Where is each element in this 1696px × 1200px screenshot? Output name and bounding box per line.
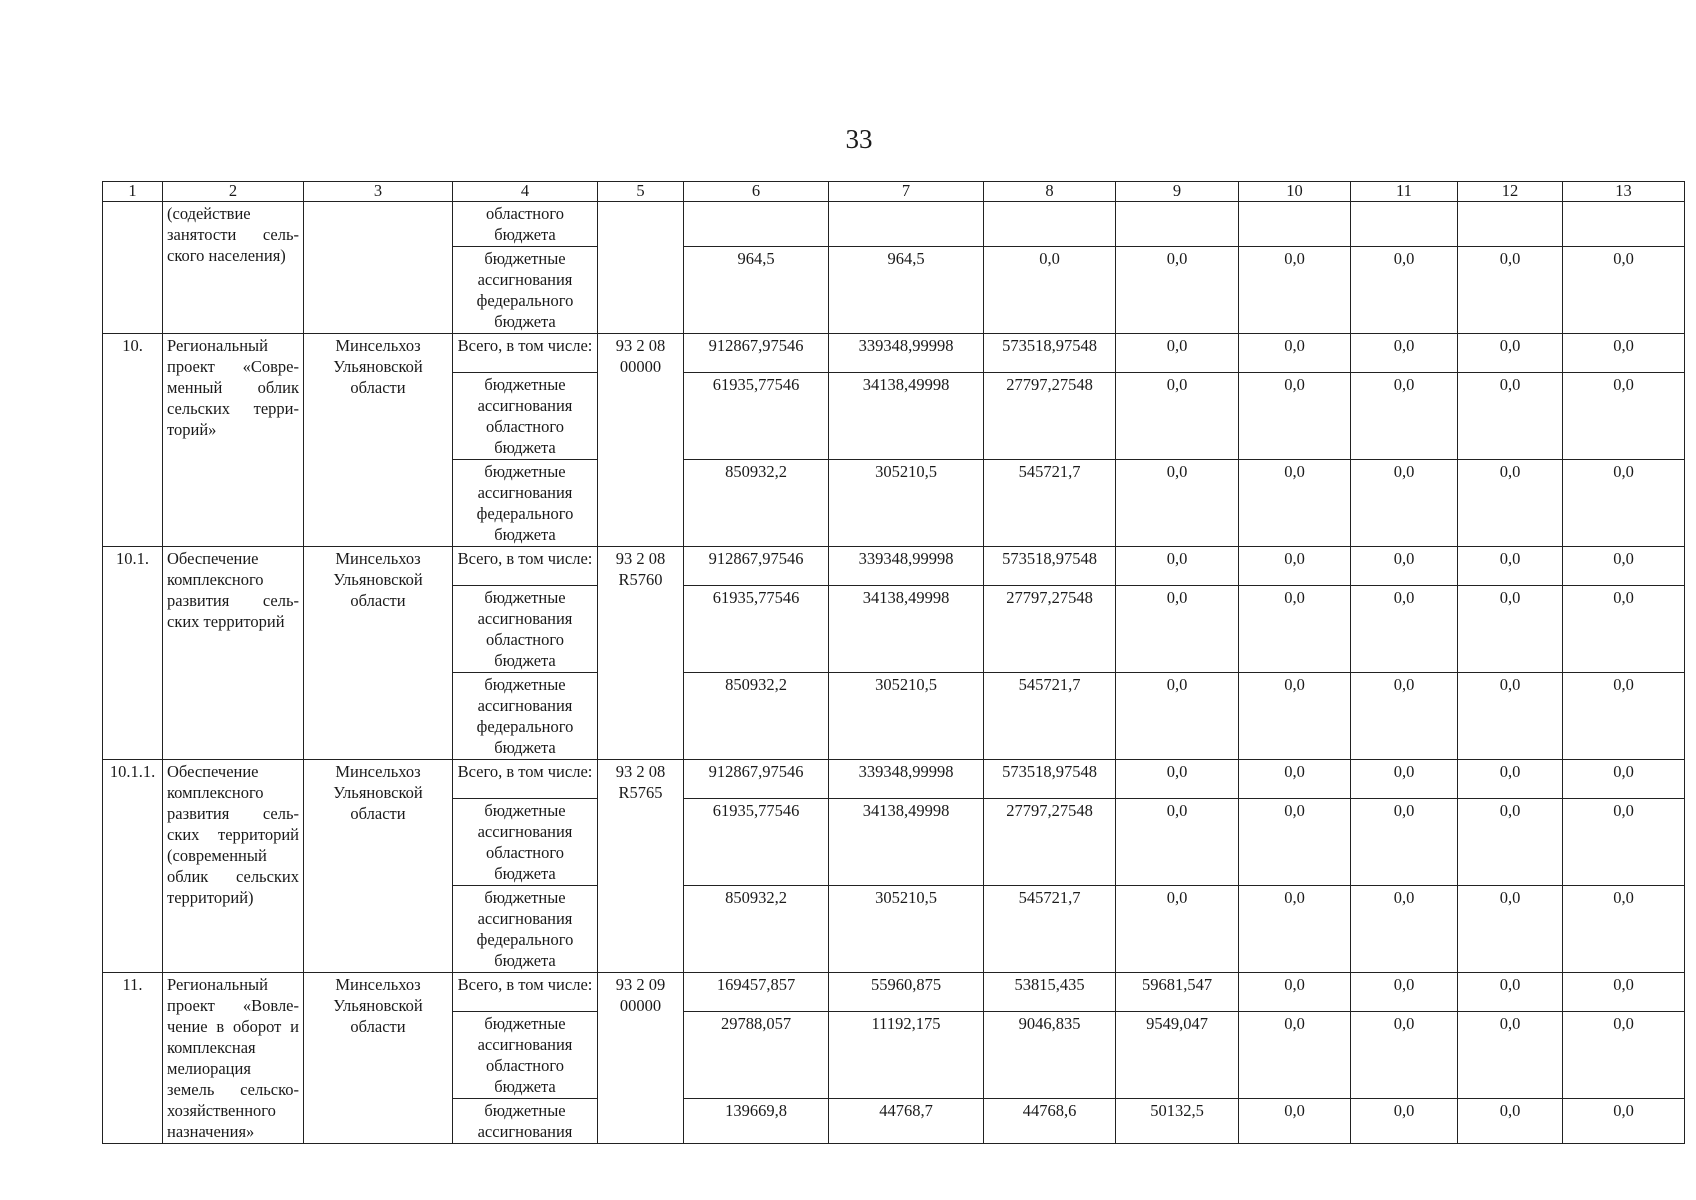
- value-cell-col-13: 0,0: [1563, 760, 1685, 799]
- value-cell-col-7: 34138,49998: [829, 799, 984, 886]
- budget-code: [598, 202, 684, 334]
- column-header-1: 1: [103, 182, 163, 202]
- value-cell-col-13: 0,0: [1563, 1012, 1685, 1099]
- value-cell-col-10: 0,0: [1239, 247, 1351, 334]
- table-row: [103, 202, 1685, 247]
- table-row: [103, 973, 1685, 1012]
- value-cell-col-7: 34138,49998: [829, 373, 984, 460]
- value-cell-col-8: 573518,97548: [984, 760, 1116, 799]
- value-cell-col-6: 29788,057: [684, 1012, 829, 1099]
- value-cell-col-7: 55960,875: [829, 973, 984, 1012]
- value-cell-col-11: [1351, 202, 1458, 247]
- value-cell-col-12: 0,0: [1458, 586, 1563, 673]
- value-cell-col-12: 0,0: [1458, 247, 1563, 334]
- column-header-4: 4: [453, 182, 598, 202]
- value-cell-col-9: 0,0: [1116, 547, 1239, 586]
- value-cell-col-7: 339348,99998: [829, 547, 984, 586]
- value-cell-col-9: 50132,5: [1116, 1099, 1239, 1144]
- value-cell-col-9: 0,0: [1116, 760, 1239, 799]
- column-header-10: 10: [1239, 182, 1351, 202]
- funding-source: областного бюджета: [453, 202, 598, 247]
- value-cell-col-12: 0,0: [1458, 673, 1563, 760]
- value-cell-col-11: 0,0: [1351, 973, 1458, 1012]
- table-row: [103, 547, 1685, 586]
- budget-table: [102, 181, 1685, 1144]
- column-header-3: 3: [304, 182, 453, 202]
- value-cell-col-13: 0,0: [1563, 673, 1685, 760]
- value-cell-col-9: 0,0: [1116, 460, 1239, 547]
- value-cell-col-10: 0,0: [1239, 460, 1351, 547]
- value-cell-col-10: 0,0: [1239, 547, 1351, 586]
- responsible-executor: Минсельхоз Ульяновской области: [304, 547, 453, 760]
- value-cell-col-10: 0,0: [1239, 586, 1351, 673]
- value-cell-col-12: 0,0: [1458, 334, 1563, 373]
- funding-source: бюджетные ассигнования федерального бюджета: [453, 886, 598, 973]
- value-cell-col-7: [829, 202, 984, 247]
- value-cell-col-6: 169457,857: [684, 973, 829, 1012]
- value-cell-col-11: 0,0: [1351, 799, 1458, 886]
- value-cell-col-11: 0,0: [1351, 1099, 1458, 1144]
- value-cell-col-9: 0,0: [1116, 886, 1239, 973]
- value-cell-col-12: 0,0: [1458, 799, 1563, 886]
- event-name: Региональный проект «Совре-менный облик сельских терри-торий»: [163, 334, 304, 547]
- value-cell-col-8: 545721,7: [984, 460, 1116, 547]
- value-cell-col-10: 0,0: [1239, 1012, 1351, 1099]
- value-cell-col-9: 0,0: [1116, 799, 1239, 886]
- value-cell-col-13: [1563, 202, 1685, 247]
- value-cell-col-6: 61935,77546: [684, 373, 829, 460]
- value-cell-col-13: 0,0: [1563, 460, 1685, 547]
- responsible-executor: [304, 202, 453, 334]
- value-cell-col-11: 0,0: [1351, 547, 1458, 586]
- funding-source: Всего, в том числе:: [453, 334, 598, 373]
- value-cell-col-13: 0,0: [1563, 586, 1685, 673]
- value-cell-col-13: 0,0: [1563, 547, 1685, 586]
- value-cell-col-9: 0,0: [1116, 673, 1239, 760]
- budget-code: 93 2 08 R5765: [598, 760, 684, 973]
- value-cell-col-12: 0,0: [1458, 760, 1563, 799]
- value-cell-col-12: 0,0: [1458, 973, 1563, 1012]
- value-cell-col-10: [1239, 202, 1351, 247]
- value-cell-col-12: 0,0: [1458, 886, 1563, 973]
- value-cell-col-8: 545721,7: [984, 673, 1116, 760]
- value-cell-col-9: 0,0: [1116, 334, 1239, 373]
- value-cell-col-6: 61935,77546: [684, 799, 829, 886]
- value-cell-col-8: 27797,27548: [984, 586, 1116, 673]
- value-cell-col-6: 850932,2: [684, 886, 829, 973]
- value-cell-col-11: 0,0: [1351, 760, 1458, 799]
- value-cell-col-10: 0,0: [1239, 886, 1351, 973]
- value-cell-col-7: 305210,5: [829, 460, 984, 547]
- column-header-13: 13: [1563, 182, 1685, 202]
- page-number: 33: [845, 124, 873, 154]
- value-cell-col-12: 0,0: [1458, 1099, 1563, 1144]
- value-cell-col-7: 339348,99998: [829, 760, 984, 799]
- value-cell-col-12: [1458, 202, 1563, 247]
- value-cell-col-7: 339348,99998: [829, 334, 984, 373]
- value-cell-col-7: 11192,175: [829, 1012, 984, 1099]
- value-cell-col-9: 59681,547: [1116, 973, 1239, 1012]
- value-cell-col-9: [1116, 202, 1239, 247]
- value-cell-col-9: 0,0: [1116, 247, 1239, 334]
- value-cell-col-6: 139669,8: [684, 1099, 829, 1144]
- value-cell-col-6: 912867,97546: [684, 334, 829, 373]
- value-cell-col-8: 27797,27548: [984, 373, 1116, 460]
- value-cell-col-6: 850932,2: [684, 673, 829, 760]
- budget-code: 93 2 09 00000: [598, 973, 684, 1144]
- value-cell-col-8: 545721,7: [984, 886, 1116, 973]
- value-cell-col-13: 0,0: [1563, 973, 1685, 1012]
- value-cell-col-9: 0,0: [1116, 373, 1239, 460]
- row-number: 10.1.: [103, 547, 163, 760]
- value-cell-col-6: [684, 202, 829, 247]
- funding-source: бюджетные ассигнования областного бюджета: [453, 799, 598, 886]
- value-cell-col-7: 964,5: [829, 247, 984, 334]
- value-cell-col-12: 0,0: [1458, 547, 1563, 586]
- row-number: 11.: [103, 973, 163, 1144]
- funding-source: бюджетные ассигнования: [453, 1099, 598, 1144]
- event-name: Обеспечение комплексного развития сель-ских территорий (современный облик сельских территорий): [163, 760, 304, 973]
- value-cell-col-11: 0,0: [1351, 1012, 1458, 1099]
- value-cell-col-11: 0,0: [1351, 460, 1458, 547]
- value-cell-col-10: 0,0: [1239, 673, 1351, 760]
- value-cell-col-8: 9046,835: [984, 1012, 1116, 1099]
- value-cell-col-13: 0,0: [1563, 1099, 1685, 1144]
- responsible-executor: Минсельхоз Ульяновской области: [304, 760, 453, 973]
- value-cell-col-6: 850932,2: [684, 460, 829, 547]
- value-cell-col-7: 305210,5: [829, 886, 984, 973]
- value-cell-col-13: 0,0: [1563, 886, 1685, 973]
- value-cell-col-7: 305210,5: [829, 673, 984, 760]
- value-cell-col-6: 964,5: [684, 247, 829, 334]
- table-row: [103, 334, 1685, 373]
- funding-source: бюджетные ассигнования областного бюджета: [453, 373, 598, 460]
- value-cell-col-12: 0,0: [1458, 373, 1563, 460]
- column-header-11: 11: [1351, 182, 1458, 202]
- value-cell-col-11: 0,0: [1351, 673, 1458, 760]
- funding-source: бюджетные ассигнования федерального бюджета: [453, 673, 598, 760]
- column-header-9: 9: [1116, 182, 1239, 202]
- value-cell-col-10: 0,0: [1239, 334, 1351, 373]
- value-cell-col-10: 0,0: [1239, 1099, 1351, 1144]
- value-cell-col-8: 0,0: [984, 247, 1116, 334]
- value-cell-col-8: 53815,435: [984, 973, 1116, 1012]
- event-name: (содействие занятости сель-ского населения): [163, 202, 304, 334]
- funding-source: Всего, в том числе:: [453, 760, 598, 799]
- row-number: 10.1.1.: [103, 760, 163, 973]
- funding-source: Всего, в том числе:: [453, 973, 598, 1012]
- responsible-executor: Минсельхоз Ульяновской области: [304, 973, 453, 1144]
- value-cell-col-13: 0,0: [1563, 373, 1685, 460]
- value-cell-col-8: [984, 202, 1116, 247]
- column-header-6: 6: [684, 182, 829, 202]
- value-cell-col-7: 44768,7: [829, 1099, 984, 1144]
- column-header-5: 5: [598, 182, 684, 202]
- value-cell-col-12: 0,0: [1458, 460, 1563, 547]
- value-cell-col-9: 9549,047: [1116, 1012, 1239, 1099]
- value-cell-col-11: 0,0: [1351, 586, 1458, 673]
- value-cell-col-13: 0,0: [1563, 799, 1685, 886]
- value-cell-col-6: 912867,97546: [684, 547, 829, 586]
- funding-source: бюджетные ассигнования федерального бюджета: [453, 247, 598, 334]
- value-cell-col-11: 0,0: [1351, 247, 1458, 334]
- budget-code: 93 2 08 R5760: [598, 547, 684, 760]
- value-cell-col-8: 27797,27548: [984, 799, 1116, 886]
- row-number: 10.: [103, 334, 163, 547]
- value-cell-col-10: 0,0: [1239, 799, 1351, 886]
- value-cell-col-10: 0,0: [1239, 760, 1351, 799]
- column-header-7: 7: [829, 182, 984, 202]
- budget-code: 93 2 08 00000: [598, 334, 684, 547]
- value-cell-col-13: 0,0: [1563, 334, 1685, 373]
- value-cell-col-11: 0,0: [1351, 886, 1458, 973]
- value-cell-col-9: 0,0: [1116, 586, 1239, 673]
- funding-source: бюджетные ассигнования областного бюджета: [453, 1012, 598, 1099]
- table-row: [103, 760, 1685, 799]
- value-cell-col-6: 912867,97546: [684, 760, 829, 799]
- column-header-12: 12: [1458, 182, 1563, 202]
- value-cell-col-12: 0,0: [1458, 1012, 1563, 1099]
- column-header-2: 2: [163, 182, 304, 202]
- value-cell-col-8: 573518,97548: [984, 334, 1116, 373]
- column-header-8: 8: [984, 182, 1116, 202]
- value-cell-col-11: 0,0: [1351, 334, 1458, 373]
- event-name: Обеспечение комплексного развития сель-ских территорий: [163, 547, 304, 760]
- value-cell-col-7: 34138,49998: [829, 586, 984, 673]
- funding-source: бюджетные ассигнования федерального бюджета: [453, 460, 598, 547]
- responsible-executor: Минсельхоз Ульяновской области: [304, 334, 453, 547]
- value-cell-col-11: 0,0: [1351, 373, 1458, 460]
- row-number: [103, 202, 163, 334]
- value-cell-col-10: 0,0: [1239, 373, 1351, 460]
- funding-source: бюджетные ассигнования областного бюджета: [453, 586, 598, 673]
- funding-source: Всего, в том числе:: [453, 547, 598, 586]
- table-header-row: [103, 182, 1685, 202]
- value-cell-col-13: 0,0: [1563, 247, 1685, 334]
- value-cell-col-8: 44768,6: [984, 1099, 1116, 1144]
- value-cell-col-10: 0,0: [1239, 973, 1351, 1012]
- value-cell-col-6: 61935,77546: [684, 586, 829, 673]
- event-name: Региональный проект «Вовле-чение в оборот и комплексная мелиорация земель сельско-хозяйственного назначения»: [163, 973, 304, 1144]
- value-cell-col-8: 573518,97548: [984, 547, 1116, 586]
